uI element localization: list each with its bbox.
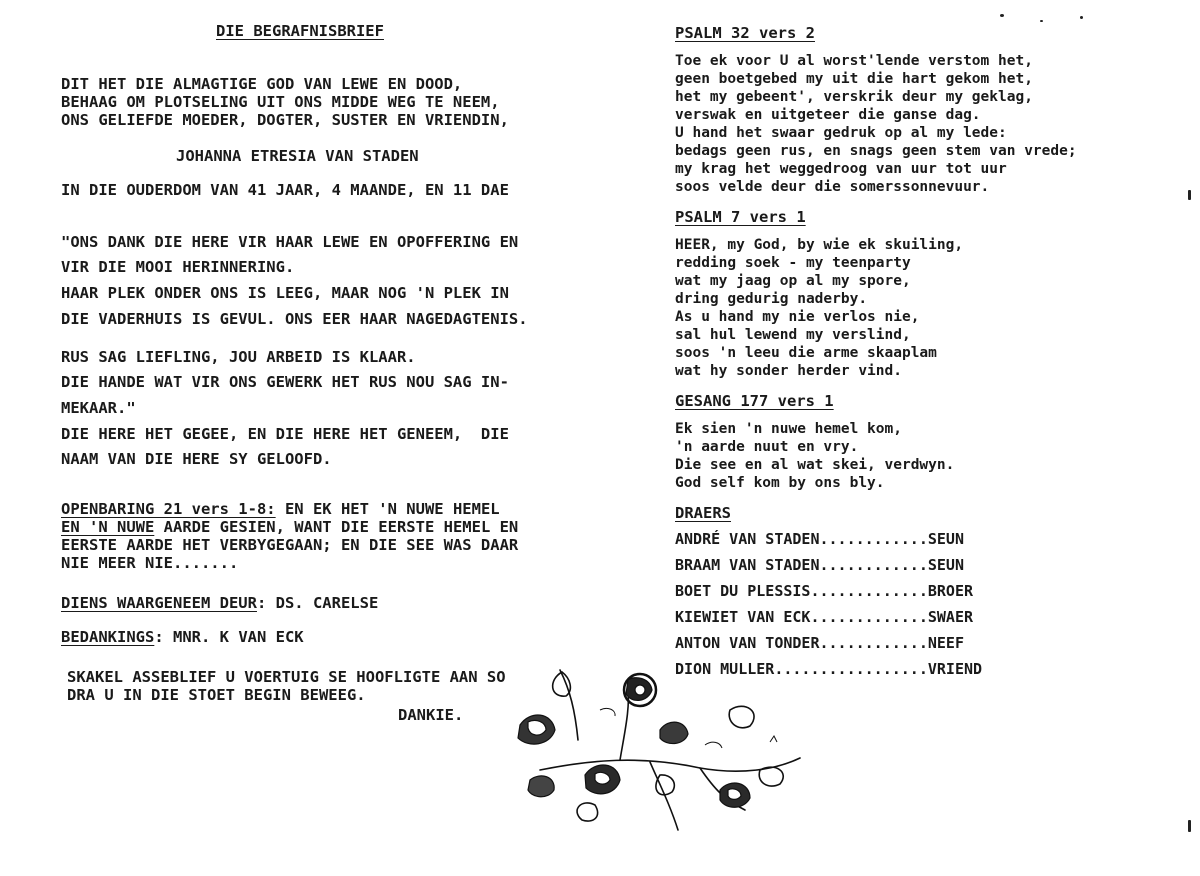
- draer-row: [675, 582, 973, 600]
- tribute-line: DIE HERE HET GEGEE, EN DIE HERE HET GENEEM, DIE: [61, 425, 509, 443]
- draer-name: ANTON VAN TONDER............: [675, 634, 928, 652]
- service-label: DIENS WAARGENEEM DEUR: [61, 594, 257, 612]
- scan-speck: [1040, 20, 1043, 22]
- gesang-title: GESANG 177 vers 1: [675, 392, 834, 410]
- gesang-line: Ek sien 'n nuwe hemel kom,: [675, 421, 902, 437]
- intro-line: ONS GELIEFDE MOEDER, DOGTER, SUSTER EN VRIENDIN,: [61, 111, 509, 129]
- draer-role: VRIEND: [927, 660, 983, 678]
- tribute-line: DIE VADERHUIS IS GEVUL. ONS EER HAAR NAGEDAGTENIS.: [61, 310, 528, 328]
- scan-speck: [1000, 14, 1004, 17]
- gesang-line: 'n aarde nuut en vry.: [675, 439, 859, 455]
- service-value: : DS. CARELSE: [256, 594, 379, 612]
- draer-name: BRAAM VAN STADEN............: [675, 556, 928, 574]
- tribute-line: RUS SAG LIEFLING, JOU ARBEID IS KLAAR.: [61, 348, 416, 366]
- reading-line: EERSTE AARDE HET VERBYGEGAAN; EN DIE SEE WAS DAAR: [61, 536, 519, 554]
- psalm32-line: U hand het swaar gedruk op al my lede:: [675, 125, 1007, 141]
- psalm7-line: wat hy sonder herder vind.: [675, 363, 902, 379]
- scan-speck: [1188, 190, 1191, 200]
- closing-text: DANKIE.: [398, 706, 464, 724]
- reading-line: [61, 500, 500, 518]
- thanks-value: : MNR. K VAN ECK: [154, 628, 304, 646]
- psalm7-line: HEER, my God, by wie ek skuiling,: [675, 237, 964, 253]
- psalm7-line: dring gedurig naderby.: [675, 291, 868, 307]
- psalm32-line: Toe ek voor U al worst'lende verstom het,: [675, 53, 1033, 69]
- tribute-line: MEKAAR.": [61, 399, 136, 417]
- psalm32-line: verswak en uitgeteer die ganse dag.: [675, 107, 981, 123]
- thanks-line: [61, 628, 304, 646]
- draer-role: SEUN: [927, 530, 964, 548]
- scan-speck: [1188, 820, 1191, 832]
- service-line: [61, 594, 378, 612]
- scan-speck: [1080, 16, 1083, 19]
- tribute-line: VIR DIE MOOI HERINNERING.: [61, 258, 295, 276]
- reading-text: AARDE GESIEN, WANT DIE EERSTE HEMEL EN: [154, 518, 519, 536]
- draer-row: [675, 556, 964, 574]
- reading-text: EN EK HET 'N NUWE HEMEL: [275, 500, 500, 518]
- draer-role: NEEF: [927, 634, 964, 652]
- tribute-line: NAAM VAN DIE HERE SY GELOOFD.: [61, 450, 332, 468]
- draer-row: [675, 530, 964, 548]
- psalm32-line: bedags geen rus, en snags geen stem van vrede;: [675, 143, 1077, 159]
- draers-title: DRAERS: [675, 504, 731, 522]
- draer-role: BROER: [927, 582, 974, 600]
- draer-row: [675, 608, 973, 626]
- draer-name: BOET DU PLESSIS.............: [675, 582, 928, 600]
- draer-name: ANDRÉ VAN STADEN............: [675, 530, 928, 548]
- notice-line: SKAKEL ASSEBLIEF U VOERTUIG SE HOOFLIGTE AAN SO: [67, 668, 506, 686]
- psalm32-title: PSALM 32 vers 2: [675, 24, 815, 42]
- tribute-line: DIE HANDE WAT VIR ONS GEWERK HET RUS NOU SAG IN-: [61, 373, 509, 391]
- deceased-name: JOHANNA ETRESIA VAN STADEN: [176, 147, 419, 165]
- tribute-line: HAAR PLEK ONDER ONS IS LEEG, MAAR NOG 'N PLEK IN: [61, 284, 509, 302]
- draer-name: DION MULLER.................: [675, 660, 928, 678]
- notice-line: DRA U IN DIE STOET BEGIN BEWEEG.: [67, 686, 366, 704]
- draer-name: KIEWIET VAN ECK.............: [675, 608, 928, 626]
- page-title: DIE BEGRAFNISBRIEF: [216, 22, 384, 40]
- intro-line: BEHAAG OM PLOTSELING UIT ONS MIDDE WEG TE NEEM,: [61, 93, 500, 111]
- draer-role: SWAER: [927, 608, 974, 626]
- psalm7-title: PSALM 7 vers 1: [675, 208, 806, 226]
- psalm7-line: redding soek - my teenparty: [675, 255, 911, 271]
- psalm7-line: soos 'n leeu die arme skaaplam: [675, 345, 937, 361]
- intro-line: DIT HET DIE ALMAGTIGE GOD VAN LEWE EN DOOD,: [61, 75, 463, 93]
- reading-text-underlined: EN 'N NUWE: [61, 518, 155, 536]
- reading-reference: OPENBARING 21 vers 1-8:: [61, 500, 276, 518]
- psalm32-line: geen boetgebed my uit die hart gekom het,: [675, 71, 1033, 87]
- psalm32-line: het my gebeent', verskrik deur my geklag,: [675, 89, 1033, 105]
- floral-illustration: [500, 650, 810, 840]
- psalm7-line: sal hul lewend my verslind,: [675, 327, 911, 343]
- reading-line: [61, 518, 518, 536]
- thanks-label: BEDANKINGS: [61, 628, 155, 646]
- gesang-line: Die see en al wat skei, verdwyn.: [675, 457, 955, 473]
- psalm32-line: soos velde deur die somerssonnevuur.: [675, 179, 990, 195]
- age-line: IN DIE OUDERDOM VAN 41 JAAR, 4 MAANDE, EN 11 DAE: [61, 181, 509, 199]
- psalm32-line: my krag het weggedroog van uur tot uur: [675, 161, 1007, 177]
- tribute-line: "ONS DANK DIE HERE VIR HAAR LEWE EN OPOFFERING EN: [61, 233, 519, 251]
- draer-role: SEUN: [927, 556, 964, 574]
- reading-line: NIE MEER NIE.......: [61, 554, 239, 572]
- psalm7-line: wat my jaag op al my spore,: [675, 273, 911, 289]
- psalm7-line: As u hand my nie verlos nie,: [675, 309, 920, 325]
- gesang-line: God self kom by ons bly.: [675, 475, 885, 491]
